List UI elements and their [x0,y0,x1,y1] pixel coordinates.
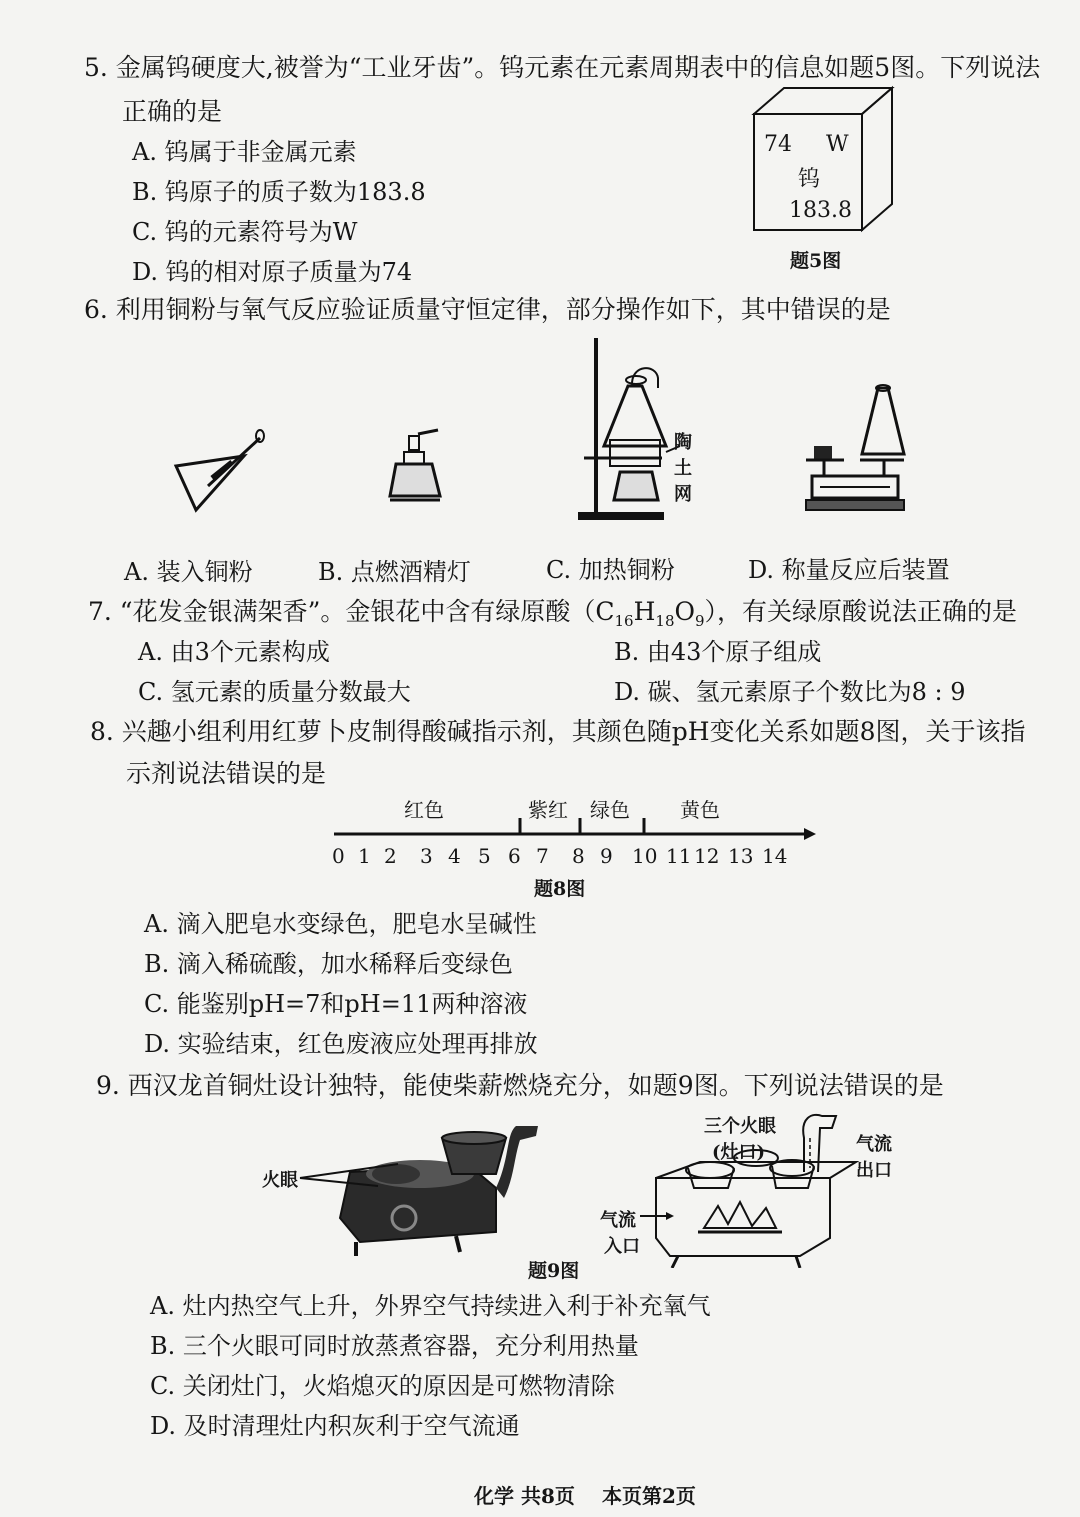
label-airflow-outlet-2: 出口 [856,1160,892,1181]
ph-scale-tick-14: 14 [762,844,788,868]
ph-band-green: 绿色 [590,798,630,822]
ph-band-red: 红色 [404,798,444,822]
q6-option-c: C. 加热铜粉 [546,556,675,584]
tungsten-name: 钨 [798,167,821,192]
ph-scale-tick-1: 1 [358,844,371,868]
ph-scale-tick-13: 13 [728,844,754,868]
q7-formula-h: H [633,597,656,626]
q7-option-a: A. 由3个元素构成 [138,638,330,666]
q9-figure-caption: 题9图 [528,1260,580,1282]
ph-scale-tick-7: 7 [536,844,549,868]
alcohol-lamp-figure [382,424,452,514]
label-fire-eye: 火眼 [262,1170,298,1191]
q7-formula-o: O [674,597,695,626]
q8-option-a: A. 滴入肥皂水变绿色，肥皂水呈碱性 [144,910,537,938]
q8-figure-caption: 题8图 [534,878,586,900]
ph-scale-tick-4: 4 [448,844,461,868]
q5-option-c: C. 钨的元素符号为W [132,218,358,246]
ph-scale-tick-12: 12 [694,844,720,868]
label-three-fire-eyes: 三个火眼 [704,1116,776,1137]
footer-page-number: 本页第2页 [602,1484,696,1508]
q5-stem-line1: 5. 金属钨硬度大,被誉为“工业牙齿”。钨元素在元素周期表中的信息如题5图。下列说法 [84,53,1041,82]
ph-scale-tick-2: 2 [384,844,397,868]
loading-copper-powder-figure [168,428,268,518]
label-airflow-inlet-1: 气流 [600,1210,636,1231]
q6-option-d: D. 称量反应后装置 [748,556,950,584]
ph-scale-tick-0: 0 [332,844,345,868]
q7-stem-prefix: 7. “花发金银满架香”。金银花中含有绿原酸（C [88,597,615,626]
q8-option-d: D. 实验结束，红色废液应处理再排放 [144,1030,538,1058]
q7-stem [88,592,1017,630]
q8-option-c: C. 能鉴别pH=7和pH=11两种溶液 [144,990,528,1018]
q7-stem-suffix: ），有关绿原酸说法正确的是 [704,597,1018,626]
ceramic-net-label-char1: 陶 [674,432,692,453]
q6-stem: 6. 利用铜粉与氧气反应验证质量守恒定律，部分操作如下，其中错误的是 [84,295,891,324]
tungsten-symbol: W [826,132,849,157]
ph-scale-labels [0,844,1080,872]
ceramic-net-label-char2: 土 [674,458,692,479]
tungsten-atomic-mass: 183.8 [789,198,852,223]
footer-subject-pages: 化学 共8页 [474,1484,575,1508]
label-airflow-outlet-1: 气流 [856,1134,892,1155]
fire-eye-pointer-lines [298,1160,408,1200]
q7-formula-h-count: 18 [655,612,675,630]
q9-option-a: A. 灶内热空气上升，外界空气持续进入利于补充氧气 [150,1292,711,1320]
q8-stem-line1: 8. 兴趣小组利用红萝卜皮制得酸碱指示剂，其颜色随pH变化关系如题8图，关于该指 [90,717,1026,746]
ph-band-yellow: 黄色 [680,798,720,822]
label-stove-mouth: (灶口) [712,1142,766,1163]
ph-scale-axis [330,816,820,846]
q9-option-c: C. 关闭灶门，火焰熄灭的原因是可燃物清除 [150,1372,615,1400]
q5-figure-caption: 题5图 [790,250,842,272]
q5-option-a: A. 钨属于非金属元素 [132,138,357,166]
q6-option-b: B. 点燃酒精灯 [318,558,471,586]
q5-option-d: D. 钨的相对原子质量为74 [132,258,413,286]
q5-option-b: B. 钨原子的质子数为183.8 [132,178,426,206]
q7-option-d: D. 碳、氢元素原子个数比为8 : 9 [614,678,966,706]
ph-scale-tick-11: 11 [666,844,692,868]
ph-scale-tick-10: 10 [632,844,658,868]
label-airflow-inlet-2: 入口 [604,1236,640,1257]
q8-option-b: B. 滴入稀硫酸，加水稀释后变绿色 [144,950,513,978]
ph-scale-tick-8: 8 [572,844,585,868]
q7-option-b: B. 由43个原子组成 [614,638,822,666]
ceramic-net-label-char3: 网 [674,484,692,505]
q6-option-a: A. 装入铜粉 [124,558,253,586]
q8-stem-line2: 示剂说法错误的是 [126,759,327,788]
q7-formula-o-count: 9 [695,612,705,630]
q9-option-b: B. 三个火眼可同时放蒸煮容器，充分利用热量 [150,1332,639,1360]
q9-stem: 9. 西汉龙首铜灶设计独特，能使柴薪燃烧充分，如题9图。下列说法错误的是 [96,1071,944,1100]
ph-scale-tick-3: 3 [420,844,433,868]
ph-band-purplish-red: 紫红 [528,798,568,822]
q7-formula-c-count: 16 [614,612,634,630]
q5-stem-line2: 正确的是 [122,97,223,126]
ph-scale-tick-5: 5 [478,844,491,868]
balance-weighing-figure [800,384,910,524]
q7-option-c: C. 氢元素的质量分数最大 [138,678,411,706]
ph-scale-tick-6: 6 [508,844,521,868]
q9-option-d: D. 及时清理灶内积灰利于空气流通 [150,1412,520,1440]
tungsten-atomic-number: 74 [764,132,792,157]
ph-scale-tick-9: 9 [600,844,613,868]
